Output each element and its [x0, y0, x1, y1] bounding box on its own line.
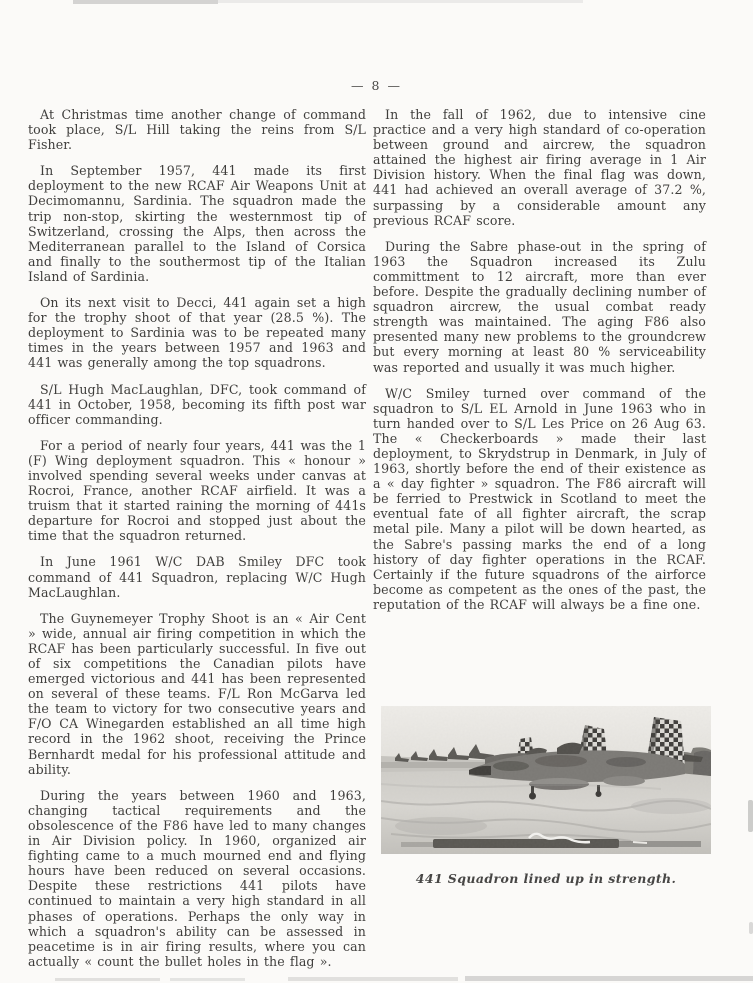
film-grain-overlay: [381, 706, 711, 854]
scan-artifact-top: [73, 0, 218, 4]
paragraph: In June 1961 W/C DAB Smiley DFC took command of 441 Squadron, replacing W/C Hugh MacLaughlan.: [28, 554, 366, 600]
paragraph: At Christmas time another change of command took place, S/L Hill taking the reins from S/L Fisher.: [28, 107, 366, 153]
paragraph: In September 1957, 441 made its first deployment to the new RCAF Air Weapons Unit at Decimomannu, Sardinia. The squadron made the trip non-stop, skirting the westernmost tip of Switzerland, crossing the Alps, then across the Mediterranean parallel to the Island of Corsica and finally to the southermost tip of the Italian Island of Sardinia.: [28, 163, 366, 284]
photo-caption: 441 Squadron lined up in strength.: [415, 871, 677, 886]
squadron-photo-figure: [381, 706, 711, 886]
scan-artifact-top-2: [218, 0, 583, 3]
scan-artifact-right-edge: [748, 800, 753, 832]
paragraph: During the Sabre phase-out in the spring of 1963 the Squadron increased its Zulu committment to 12 aircraft, more than ever before. Despite the gradually declining number of squadron aircrew, the usual combat ready strength was maintained. The aging F86 also presented many new problems to the groundcrew but every morning at least 80 % serviceability was reported and usually it was much higher.: [373, 238, 706, 375]
squadron-photo: [381, 706, 711, 854]
page-number: — 8 —: [351, 78, 402, 93]
paragraph: During the years between 1960 and 1963, changing tactical requirements and the obsolescence of the F86 have led to many changes in Air Division policy. In 1960, organized air fighting came to a much mourned end and flying hours have been reduced on several occasions. Despite these restrictions 441 pilots have continued to maintain a very high standard in all phases of operations. Perhaps the only way in which a squadron's ability can be assessed in peacetime is in air firing results, where you can actually « count the bullet holes in the flag ».: [28, 787, 366, 969]
paragraph: On its next visit to Decci, 441 again set a high for the trophy shoot of that year (28.5 %). The deployment to Sardinia was to be repeated many times in the years between 1957 and 1963 and 441 was generally among the top squadrons.: [28, 295, 366, 371]
paragraph: In the fall of 1962, due to intensive cine practice and a very high standard of co-operation between ground and aircrew, the squadron attained the highest air firing average in 1 Air Division history. When the final flag was down, 441 had achieved an overall average of 37.2 %, surpassing by a considerable amount any previous RCAF score.: [373, 107, 706, 228]
left-column: [28, 107, 366, 980]
paragraph: W/C Smiley turned over command of the squadron to S/L EL Arnold in June 1963 who in turn handed over to S/L Les Price on 26 Aug 63. The « Checkerboards » made their last deployment, to Skrydstrup in Denmark, in July of 1963, shortly before the end of their existence as a « day fighter » squadron. The F86 aircraft will be ferried to Prestwick in Scotland to meet the eventual fate of all fighter aircraft, the scrap metal pile. Many a pilot will be down hearted, as the Sabre's passing marks the end of a long history of day fighter operations in the RCAF. Certainly if the future squadrons of the airforce become as competent as the ones of the past, the reputation of the RCAF will always be a fine one.: [373, 385, 706, 612]
paragraph: S/L Hugh MacLaughlan, DFC, took command of 441 in October, 1958, becoming its fifth post war officer commanding.: [28, 381, 366, 427]
paragraph: For a period of nearly four years, 441 was the 1 (F) Wing deployment squadron. This « honour » involved spending several weeks under canvas at Rocroi, France, another RCAF airfield. It was a truism that it started raining the morning of 441s departure for Rocroi and stopped just about the time that the squadron returned.: [28, 437, 366, 544]
scan-artifact-right-edge-2: [749, 922, 753, 934]
paragraph: The Guynemeyer Trophy Shoot is an « Air Cent » wide, annual air firing competition in which the RCAF has been particularly successful. In five out of six competitions the Canadian pilots have emerged victorious and 441 has been represented on several of these teams. F/L Ron McGarva led the team to victory for two consecutive years and F/O CA Winegarden established an all time high record in the 1962 shoot, receiving the Prince Bernhardt medal for his professional attitude and ability.: [28, 610, 366, 777]
